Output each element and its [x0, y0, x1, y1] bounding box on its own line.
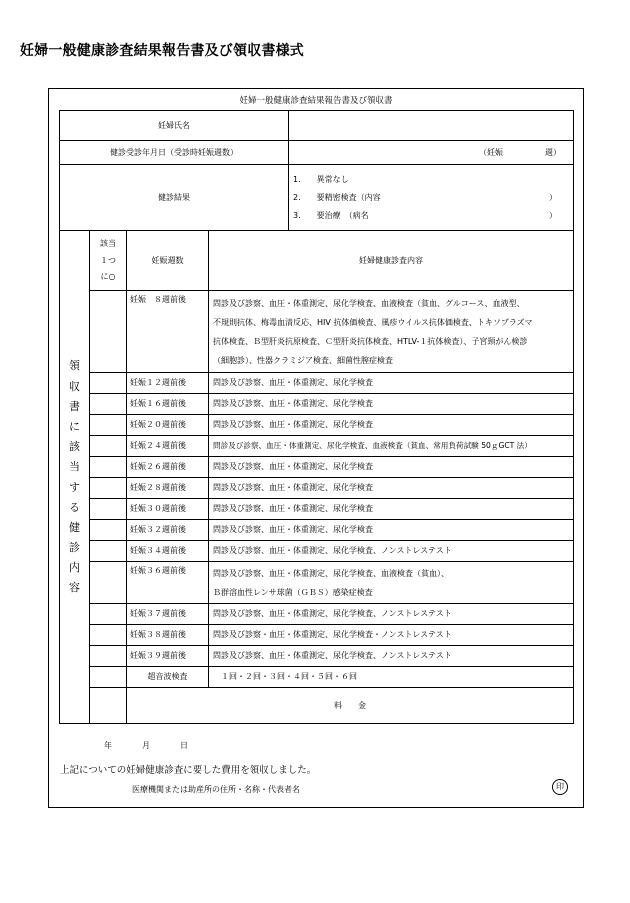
table-row: [60, 415, 574, 436]
name-row: [60, 111, 574, 141]
table-row: [60, 625, 574, 646]
date-week-close: 週）: [545, 147, 561, 157]
result-options: [289, 165, 574, 231]
date-label: 健診受診年月日（受診時妊娠週数）: [60, 141, 289, 165]
table-row: [60, 457, 574, 478]
content-cell: 問診及び診察、血圧・体重測定、尿化学検査、血液検査（貧血、常用負荷試験 50ｇGCT 法）: [209, 436, 574, 457]
table-row: [60, 478, 574, 499]
weeks-header: 妊娠週数: [127, 231, 209, 291]
result-option-3[interactable]: 3. 要治療 （病名 ）: [293, 210, 557, 220]
content-cell: 問診及び診察、血圧・体重測定、尿化学検査、ノンストレステスト: [209, 646, 574, 667]
week-cell: 妊娠３０週前後: [127, 499, 209, 520]
week-cell: 妊娠３６週前後: [127, 562, 209, 604]
table-row: [60, 436, 574, 457]
exam-header-row: [60, 231, 574, 291]
content-cell: 問診及び診察、血圧・体重測定、尿化学検査、ノンストレステスト: [209, 541, 574, 562]
mark-cell[interactable]: [90, 562, 127, 604]
content-cell: 問診及び診察、血圧・体重測定、尿化学検査: [209, 457, 574, 478]
side-label: [60, 231, 90, 724]
form-frame: [48, 88, 584, 808]
table-row: [60, 373, 574, 394]
date-day-label: 日: [180, 741, 188, 750]
seal-icon: 印: [552, 779, 568, 795]
table-row: [60, 520, 574, 541]
week-cell: 妊娠２８週前後: [127, 478, 209, 499]
week-cell: 妊娠 ８週前後: [127, 291, 209, 373]
institution-label: 医療機関または助産所の住所・名称・代表者名: [132, 785, 300, 794]
date-row: [60, 141, 574, 165]
name-field[interactable]: [289, 111, 574, 141]
mark-cell[interactable]: [90, 457, 127, 478]
week-cell: 妊娠２０週前後: [127, 415, 209, 436]
result-option-2[interactable]: 2. 要精密検査（内容 ）: [293, 192, 557, 202]
content-cell: 問診及び診察、血圧・体重測定、尿化学検査: [209, 499, 574, 520]
table-row: [60, 499, 574, 520]
date-week-open: （妊娠: [479, 147, 503, 157]
week-cell: 妊娠３２週前後: [127, 520, 209, 541]
form-title: 妊婦一般健康診査結果報告書及び領収書: [239, 96, 393, 106]
table-row: [60, 604, 574, 625]
date-field[interactable]: [289, 141, 574, 165]
mark-cell[interactable]: [90, 291, 127, 373]
mark-cell[interactable]: [90, 604, 127, 625]
ultrasound-row: [60, 667, 574, 688]
mark-cell[interactable]: [90, 541, 127, 562]
page-title: 妊婦一般健康診査結果報告書及び領収書様式: [20, 43, 304, 59]
content-cell: 問診及び診察、血圧・体重測定、尿化学検査、血液検査（貧血、グルコース、血液型、 不規則抗体、梅毒血清反応、HIV 抗体価検査、風疹ウイルス抗体価検査、トキソプラズマ 抗体検査、Ｂ型肝炎抗原検査、Ｃ型肝炎抗体検査、HTLV-１抗体検査）、子宮頸がん検診 （細胞診）、性器クラミジア検査、細菌性膣症検査: [209, 291, 574, 373]
content-cell: 問診及び診察、血圧・体重測定、尿化学検査、血液検査（貧血）、 Ｂ群溶血性レンサ球菌（ＧＢＳ）感染症検査: [209, 562, 574, 604]
mark-cell[interactable]: [90, 478, 127, 499]
table-row: [60, 646, 574, 667]
content-cell: 問診及び診察、血圧・体重測定、尿化学検査、ノンストレステスト: [209, 604, 574, 625]
week-cell: 妊娠３８週前後: [127, 625, 209, 646]
receipt-statement: 上記についての妊婦健康診査に要した費用を領収しました。: [60, 765, 317, 776]
ultrasound-label: 超音波検査: [127, 667, 209, 688]
result-option-1[interactable]: 1. 異常なし: [293, 174, 349, 184]
result-row: [60, 165, 574, 231]
fee-label: 料 金: [127, 688, 574, 724]
content-header: 妊婦健康診査内容: [209, 231, 574, 291]
content-cell: 問診及び診察、血圧・体重測定、尿化学検査: [209, 394, 574, 415]
mark-cell[interactable]: [90, 394, 127, 415]
week-cell: 妊娠１６週前後: [127, 394, 209, 415]
mark-cell[interactable]: [90, 667, 127, 688]
result-label: 健診結果: [60, 165, 289, 231]
content-cell: 問診及び診察、血圧・体重測定、尿化学検査: [209, 520, 574, 541]
mark-cell[interactable]: [90, 646, 127, 667]
side-label-chars: 領 収 書 に 該 当 す る 健 診 内 容: [69, 359, 80, 595]
table-row: [60, 562, 574, 604]
mark-cell[interactable]: [90, 373, 127, 394]
content-cell: 問診及び診察、血圧・体重測定、尿化学検査: [209, 478, 574, 499]
table-row: [60, 394, 574, 415]
fee-row: [60, 688, 574, 724]
name-label: 妊婦氏名: [60, 111, 289, 141]
content-cell: 問診及び診察、血圧・体重測定、尿化学検査: [209, 373, 574, 394]
mark-cell[interactable]: [90, 499, 127, 520]
content-cell: 問診及び診察、血圧・体重測定、尿化学検査: [209, 415, 574, 436]
week-cell: 妊娠２６週前後: [127, 457, 209, 478]
table-row: [60, 291, 574, 373]
content-cell: 問診及び診察・血圧・体重測定、尿化学検査・ノンストレステスト: [209, 625, 574, 646]
report-table: [59, 110, 574, 724]
fee-blank-cell: [90, 688, 127, 724]
date-year-label: 年: [104, 741, 112, 750]
mark-cell[interactable]: [90, 520, 127, 541]
mark-cell[interactable]: [90, 625, 127, 646]
mark-cell[interactable]: [90, 415, 127, 436]
mark-cell[interactable]: [90, 436, 127, 457]
date-month-label: 月: [142, 741, 150, 750]
ultrasound-counts[interactable]: １回・２回・３回・４回・５回・６回: [209, 667, 574, 688]
receipt-date[interactable]: [104, 740, 188, 751]
mark-header: 該当 １つ に○: [90, 231, 127, 291]
week-cell: 妊娠１２週前後: [127, 373, 209, 394]
week-cell: 妊娠３９週前後: [127, 646, 209, 667]
table-row: [60, 541, 574, 562]
week-cell: 妊娠３４週前後: [127, 541, 209, 562]
week-cell: 妊娠２４週前後: [127, 436, 209, 457]
week-cell: 妊娠３７週前後: [127, 604, 209, 625]
